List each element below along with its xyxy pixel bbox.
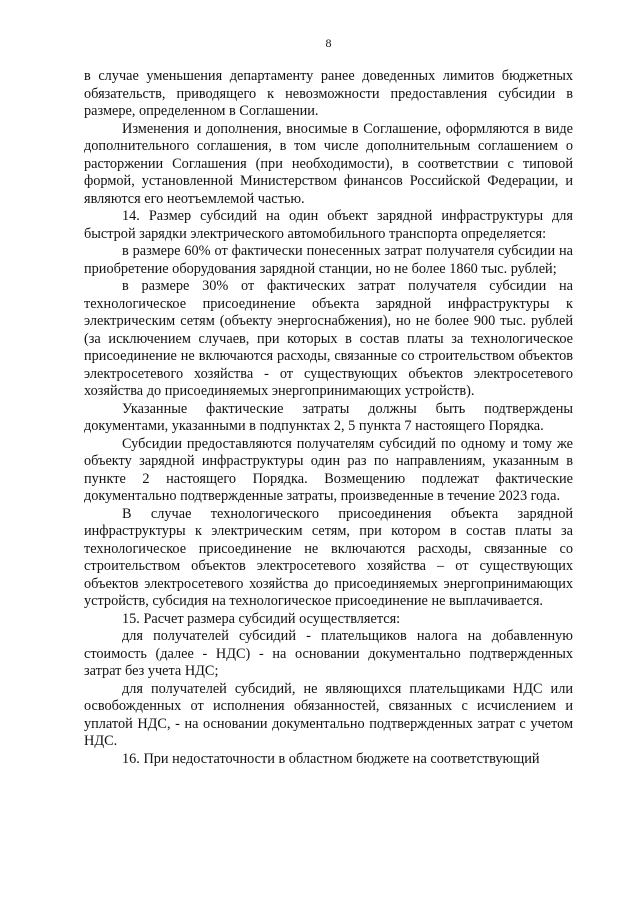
page-number: 8: [325, 36, 332, 50]
paragraph-5: в размере 30% от фактических затрат получателя субсидии на технологическое присоединение объекта зарядной инфраструктуры к электрическим сетям (объекту энергоснабжения), но не более 900 тыс. рублей (за исключением случаев, при которых в состав платы за технологическое присоединение не включаются расходы, связанные со строительством объектов электросетевого хозяйства - от существующих объектов электросетевого хозяйства до присоединяемых энергопринимающих устройств).: [84, 278, 573, 399]
paragraph-10: для получателей субсидий - плательщиков налога на добавленную стоимость (далее - НДС) - на основании документально подтвержденных затрат без учета НДС;: [84, 628, 573, 679]
paragraph-1: в случае уменьшения департаменту ранее доведенных лимитов бюджетных обязательств, приводящего к невозможности предоставления субсидии в размере, определенном в Соглашении.: [84, 68, 573, 119]
paragraph-3: 14. Размер субсидий на один объект зарядной инфраструктуры для быстрой зарядки электрического автомобильного транспорта определяется:: [84, 208, 573, 242]
paragraph-2: Изменения и дополнения, вносимые в Соглашение, оформляются в виде дополнительного соглашения, в том числе дополнительным соглашением о расторжении Соглашения (при необходимости), в соответствии с типовой формой, установленной Министерством финансов Российской Федерации, и являются его неотъемлемой частью.: [84, 120, 573, 207]
paragraph-9: 15. Расчет размера субсидий осуществляется:: [122, 610, 401, 627]
paragraph-11: для получателей субсидий, не являющихся плательщиками НДС или освобожденных от исполнения обязанностей, связанных с исчислением и уплатой НДС, - на основании документально подтвержденных затрат с учетом НДС.: [84, 680, 573, 749]
paragraph-8: В случае технологического присоединения объекта зарядной инфраструктуры к электрическим сетям, при котором в состав платы за технологическое присоединение не включаются расходы, связанные со строительством объектов электросетевого хозяйства – от существующих объектов электросетевого хозяйства до присоединяемых энергопринимающих устройств, субсидия на технологическое присоединение не выплачивается.: [84, 505, 573, 609]
document-page: [84, 36, 573, 768]
paragraph-6: Указанные фактические затраты должны быть подтверждены документами, указанными в подпунктах 2, 5 пункта 7 настоящего Порядка.: [84, 400, 573, 434]
paragraph-4: в размере 60% от фактически понесенных затрат получателя субсидии на приобретение оборудования зарядной станции, но не более 1860 тыс. рублей;: [84, 243, 573, 277]
paragraph-12: 16. При недостаточности в областном бюджете на соответствующий: [122, 750, 540, 767]
paragraph-7: Субсидии предоставляются получателям субсидий по одному и тому же объекту зарядной инфраструктуры один раз по направлениям, указанным в пункте 2 настоящего Порядка. Возмещению подлежат фактические документально подтвержденные затраты, произведенные в течение 2023 года.: [84, 435, 573, 504]
